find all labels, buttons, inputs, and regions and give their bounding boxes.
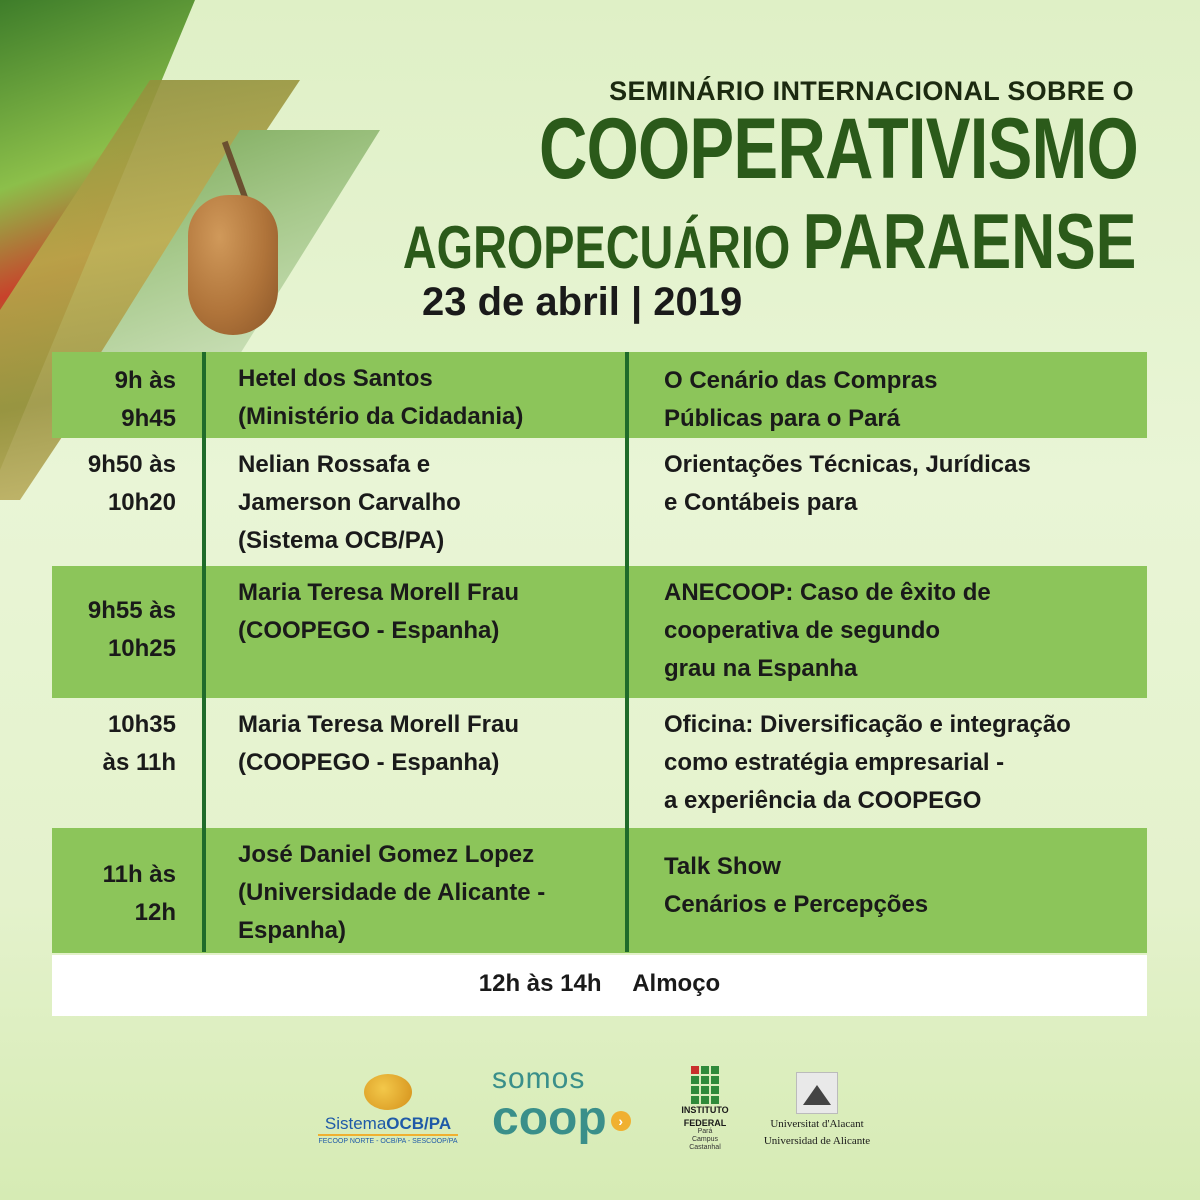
time-end: 10h25	[107, 635, 176, 662]
topic-line: e Contábeis para	[664, 489, 858, 516]
row-time	[52, 856, 176, 932]
schedule-row	[52, 352, 1147, 438]
ocb-subtitle: FECOOP NORTE - OCB/PA - SESCOOP/PA	[318, 1134, 458, 1145]
topic-line: O Cenário das Compras	[664, 367, 938, 394]
speaker-line: Maria Teresa Morell Frau	[238, 711, 519, 738]
sistema-ocb-pa-logo	[318, 1074, 458, 1145]
speaker-line: (Sistema OCB/PA)	[238, 527, 445, 554]
lunch-time: 12h às 14h	[478, 970, 602, 997]
topic-line: Oficina: Diversificação e integração	[664, 711, 1071, 738]
somos-word: somos	[492, 1062, 586, 1095]
if-grid-icon	[691, 1066, 719, 1102]
ocb-emblem-icon	[364, 1074, 412, 1110]
speaker-line: (COOPEGO - Espanha)	[238, 749, 500, 776]
event-title-line1: COOPERATIVISMO	[538, 101, 1138, 197]
time-start: 11h às	[102, 861, 176, 888]
time-start: 9h55 às	[87, 597, 176, 624]
event-subtitle: SEMINÁRIO INTERNACIONAL SOBRE O	[609, 76, 1134, 106]
ua-name-line: Universitat d'Alacant	[770, 1118, 864, 1130]
if-campus-line: Castanhal	[689, 1144, 721, 1151]
topic-line: Públicas para o Pará	[664, 405, 901, 432]
row-topic	[664, 574, 1144, 688]
ocb-acronym: OCB/PA	[386, 1114, 452, 1133]
topic-line: grau na Espanha	[664, 655, 858, 682]
schedule-row	[52, 438, 1147, 566]
if-campus-line: Campus	[691, 1136, 719, 1143]
event-date: 23 de abril | 2019	[422, 280, 743, 324]
lunch-break-row	[52, 955, 1147, 1016]
row-speaker	[238, 836, 618, 950]
schedule-table	[52, 352, 1147, 953]
time-start: 9h50 às	[87, 451, 176, 478]
time-end: às 11h	[102, 749, 176, 776]
sponsor-logos	[0, 1060, 1200, 1160]
topic-line: como estratégia empresarial -	[664, 749, 1005, 776]
event-title-line2	[403, 196, 1136, 287]
schedule-row	[52, 828, 1147, 953]
ifpa-logo	[674, 1066, 736, 1152]
speaker-line: José Daniel Gomez Lopez	[238, 841, 535, 868]
if-state: Pará	[697, 1128, 713, 1135]
row-topic	[664, 706, 1144, 820]
schedule-row	[52, 566, 1147, 698]
row-topic	[664, 362, 1144, 438]
row-speaker	[238, 574, 618, 650]
arrow-right-icon: ›	[611, 1111, 631, 1131]
column-divider-right	[625, 352, 629, 952]
time-start: 9h às	[114, 367, 176, 394]
coop-word-wrap	[492, 1094, 652, 1144]
time-end: 12h	[134, 899, 176, 926]
topic-line: Orientações Técnicas, Jurídicas	[664, 451, 1031, 478]
topic-line: a experiência da COOPEGO	[664, 787, 982, 814]
if-name-line: FEDERAL	[683, 1118, 727, 1128]
row-time	[52, 706, 176, 782]
speaker-line: Maria Teresa Morell Frau	[238, 579, 519, 606]
ocb-name	[318, 1114, 458, 1134]
ua-emblem-icon	[796, 1072, 838, 1114]
speaker-line: Hetel dos Santos	[238, 365, 433, 392]
row-speaker	[238, 706, 618, 782]
row-speaker	[238, 446, 618, 560]
ua-name-line: Universidad de Alicante	[763, 1135, 871, 1147]
speaker-line: Nelian Rossafa e	[238, 451, 431, 478]
if-name-line: INSTITUTO	[681, 1105, 729, 1115]
time-start: 10h35	[107, 711, 176, 738]
topic-line: Cenários e Percepções	[664, 891, 929, 918]
topic-line: Talk Show	[664, 853, 781, 880]
event-title-paraense: PARAENSE	[802, 197, 1136, 285]
topic-line: ANECOOP: Caso de êxito de	[664, 579, 991, 606]
row-topic	[664, 848, 1144, 924]
topic-line: cooperativa de segundo	[664, 617, 941, 644]
time-end: 9h45	[121, 405, 176, 432]
speaker-line: (Universidade de Alicante -	[238, 879, 546, 906]
row-time	[52, 362, 176, 438]
column-divider-left	[202, 352, 206, 952]
row-time	[52, 592, 176, 668]
lunch-label: Almoço	[632, 970, 721, 997]
row-time	[52, 446, 176, 522]
time-end: 10h20	[107, 489, 176, 516]
somos-coop-logo	[492, 1064, 652, 1144]
speaker-line: Espanha)	[238, 917, 347, 944]
ocb-prefix: Sistema	[324, 1114, 387, 1133]
cupuacu-fruit	[188, 195, 278, 335]
speaker-line: Jamerson Carvalho	[238, 489, 461, 516]
universidad-alicante-logo	[762, 1072, 872, 1148]
row-topic	[664, 446, 1144, 522]
coop-word: coop	[492, 1092, 607, 1145]
row-speaker	[238, 360, 618, 436]
speaker-line: (COOPEGO - Espanha)	[238, 617, 500, 644]
speaker-line: (Ministério da Cidadania)	[238, 403, 524, 430]
schedule-row	[52, 698, 1147, 828]
event-title-agropecuario: AGROPECUÁRIO	[402, 214, 790, 281]
